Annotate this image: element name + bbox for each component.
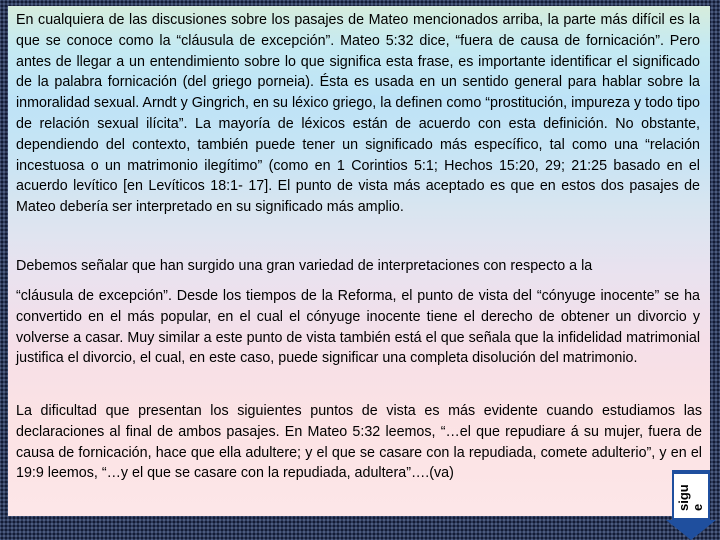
next-button-label: sigu e <box>676 484 705 512</box>
text-panel <box>8 6 710 516</box>
paragraph-2: Debemos señalar que han surgido una gran variedad de interpretaciones con respecto a la <box>16 258 593 274</box>
paragraph-3: “cláusula de excepción”. Desde los tiempos de la Reforma, el punto de vista del “cónyuge inocente” se ha convertido en el más popular, en el cual el cónyuge inocente tiene el derecho de obtener un divorcio y volverse a casar. Muy similar a este punto de vista también está el que señala que la infidelidad matrimonial justifica el divorcio, el cual, en este caso, puede significar una completa disolución del matrimonio. <box>16 288 700 367</box>
next-slide-button[interactable] <box>666 470 716 540</box>
paragraph-4: La dificultad que presentan los siguientes puntos de vista es más evidente cuando estudiamos las declaraciones al final de ambos pasajes. En Mateo 5:32 leemos, “…el que repudiare á su mujer, fuera de causa de fornicación, hace que ella adultere; y el que se casare con la repudiada, comete adulterio”, y en el 19:9 leemos, “…y el que se casare con la repudiada, adultera”….(va) <box>16 403 702 482</box>
paragraph-1: En cualquiera de las discusiones sobre los pasajes de Mateo mencionados arriba, la parte más difícil es la que se conoce como la “cláusula de excepción”. Mateo 5:32 dice, “fuera de causa de fornicación”. Pero antes de llegar a un entendimiento sobre lo que significa esta frase, es importante identificar el significado de la palabra fornicación (del griego porneia). Ésta es usada en un sentido general para hablar sobre la inmoralidad sexual. Arndt y Gingrich, en su léxico griego, la definen como “prostitución, impureza y todo tipo de relación sexual ilícita”. La mayoría de léxicos están de acuerdo con esta definición. No obstante, dependiendo del contexto, también puede tener un significado más específico, tal como una “relación incestuosa o un matrimonio ilegítimo” (como en 1 Corintios 5:1; Hechos 15:20, 29; 21:25 basado en el acuerdo levítico [en Levíticos 18:1- 17]. El punto de vista más aceptado es que en estos dos pasajes de Mateo debería ser interpretado en su significado más amplio. <box>16 12 700 216</box>
